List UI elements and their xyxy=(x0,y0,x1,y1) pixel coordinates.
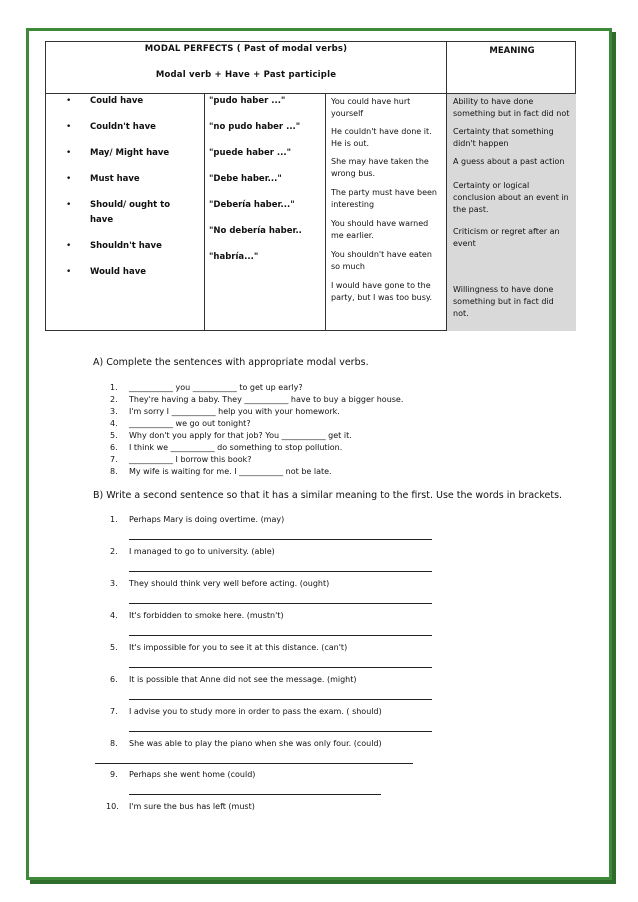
example-item xyxy=(331,156,444,180)
meaning-line: conclusion about an event in xyxy=(453,193,569,202)
answer-line[interactable] xyxy=(129,731,432,732)
meaning-line: the past. xyxy=(453,205,489,214)
spanish-item: "habría..." xyxy=(209,252,259,262)
example-line: me earlier. xyxy=(331,231,374,240)
question-text: I advise you to study more in order to pass the exam. ( should) xyxy=(129,707,382,716)
question-text: My wife is waiting for me. I ___________ not be late. xyxy=(129,467,332,476)
meaning-line: something but in fact did xyxy=(453,297,554,306)
example-line: party, but I was too busy. xyxy=(331,293,433,302)
meaning-header: MEANING xyxy=(489,46,535,56)
question-number: 2. xyxy=(110,547,118,556)
example-line: I would have gone to the xyxy=(331,281,431,290)
example-line: You could have hurt xyxy=(331,97,411,106)
question-text: ___________ we go out tonight? xyxy=(129,419,251,428)
section-a-title: A) Complete the sentences with appropriate modal verbs. xyxy=(93,357,369,368)
modal-item: Must have xyxy=(90,174,140,184)
bullet: • xyxy=(66,148,72,158)
meaning-line: didn't happen xyxy=(453,139,509,148)
meaning-item xyxy=(453,284,576,320)
modal-item: Would have xyxy=(90,267,147,277)
modal-item: Should/ ought to xyxy=(90,200,171,210)
question-text: Why don't you apply for that job? You ___________ get it. xyxy=(129,431,352,440)
example-line: You should have warned xyxy=(331,219,429,228)
bullet: • xyxy=(66,122,72,132)
question-number: 3. xyxy=(110,407,118,416)
example-item xyxy=(331,187,444,211)
modal-item: Couldn't have xyxy=(90,122,156,132)
bullet: • xyxy=(66,267,72,277)
question-text: It's impossible for you to see it at this distance. (can't) xyxy=(129,643,348,652)
meaning-item xyxy=(453,126,576,150)
question-text: They should think very well before acting. (ought) xyxy=(129,579,330,588)
answer-line[interactable] xyxy=(129,699,432,700)
meaning-line: Certainty that something xyxy=(453,127,554,136)
question-number: 8. xyxy=(110,467,118,476)
spanish-item: "pudo haber ..." xyxy=(209,96,286,106)
question-number: 2. xyxy=(110,395,118,404)
spanish-item: "no pudo haber ..." xyxy=(209,122,301,132)
meaning-line: Willingness to have done xyxy=(453,285,554,294)
meaning-line: Certainty or logical xyxy=(453,181,530,190)
col-divider-1 xyxy=(204,93,205,331)
meaning-item xyxy=(453,226,576,250)
question-text: I think we ___________ do something to stop pollution. xyxy=(129,443,343,452)
section-b-title: B) Write a second sentence so that it has a similar meaning to the first. Use the words in brackets. xyxy=(93,490,563,501)
meaning-line: something but in fact did not xyxy=(453,109,570,118)
question-number: 4. xyxy=(110,419,118,428)
modal-item: have xyxy=(90,215,114,225)
meaning-item xyxy=(453,96,576,120)
bullet: • xyxy=(66,241,72,251)
answer-line[interactable] xyxy=(129,539,432,540)
question-text: Perhaps Mary is doing overtime. (may) xyxy=(129,515,285,524)
col-divider-2 xyxy=(325,93,326,331)
modal-perfects-table xyxy=(45,41,576,331)
bullet: • xyxy=(66,200,72,210)
question-text: ___________ you ___________ to get up early? xyxy=(129,383,303,392)
meaning-line: Ability to have done xyxy=(453,97,534,106)
question-number: 8. xyxy=(110,739,118,748)
example-item xyxy=(331,126,444,150)
example-line: He is out. xyxy=(331,139,370,148)
modal-item: Shouldn't have xyxy=(90,241,162,251)
bullet: • xyxy=(66,96,72,106)
example-item xyxy=(331,249,444,273)
answer-line[interactable] xyxy=(129,667,432,668)
question-number: 5. xyxy=(110,431,118,440)
example-line: He couldn't have done it. xyxy=(331,127,432,136)
example-line: yourself xyxy=(331,109,364,118)
example-line: The party must have been xyxy=(331,188,437,197)
question-text: It's forbidden to smoke here. (mustn't) xyxy=(129,611,284,620)
modal-item: May/ Might have xyxy=(90,148,170,158)
meaning-item xyxy=(453,180,576,216)
spanish-item: "Debe haber..." xyxy=(209,174,282,184)
table-title: MODAL PERFECTS ( Past of modal verbs) xyxy=(144,44,348,54)
answer-line[interactable] xyxy=(95,763,413,764)
meaning-line: Criticism or regret after an xyxy=(453,227,560,236)
example-line: interesting xyxy=(331,200,375,209)
question-text: She was able to play the piano when she was only four. (could) xyxy=(129,739,382,748)
example-line: wrong bus. xyxy=(331,169,376,178)
example-item xyxy=(331,218,444,242)
meaning-line: A guess about a past action xyxy=(453,157,565,166)
question-number: 5. xyxy=(110,643,118,652)
question-number: 9. xyxy=(110,770,118,779)
answer-line[interactable] xyxy=(129,603,432,604)
question-number: 6. xyxy=(110,675,118,684)
answer-line[interactable] xyxy=(129,571,432,572)
question-text: It is possible that Anne did not see the message. (might) xyxy=(129,675,357,684)
spanish-item: "Debería haber..." xyxy=(209,200,295,210)
question-number: 1. xyxy=(110,515,118,524)
question-text: I'm sure the bus has left (must) xyxy=(129,802,255,811)
meaning-line: not. xyxy=(453,309,469,318)
question-number: 7. xyxy=(110,707,118,716)
question-number: 7. xyxy=(110,455,118,464)
question-text: They're having a baby. They ___________ have to buy a bigger house. xyxy=(129,395,404,404)
question-number: 10. xyxy=(106,802,119,811)
meaning-line: event xyxy=(453,239,476,248)
example-item xyxy=(331,96,444,120)
modal-item: Could have xyxy=(90,96,144,106)
spanish-item: "puede haber ..." xyxy=(209,148,292,158)
question-text: Perhaps she went home (could) xyxy=(129,770,256,779)
example-item xyxy=(331,280,444,304)
answer-line[interactable] xyxy=(129,635,432,636)
question-number: 1. xyxy=(110,383,118,392)
meaning-item xyxy=(453,156,576,168)
spanish-item: "No debería haber.. xyxy=(209,226,302,236)
question-text: I'm sorry I ___________ help you with your homework. xyxy=(129,407,340,416)
example-line: You shouldn't have eaten xyxy=(331,250,432,259)
question-number: 4. xyxy=(110,611,118,620)
example-line: She may have taken the xyxy=(331,157,429,166)
table-subtitle: Modal verb + Have + Past participle xyxy=(155,70,337,80)
question-text: ___________ I borrow this book? xyxy=(129,455,252,464)
answer-line[interactable] xyxy=(129,794,381,795)
example-line: so much xyxy=(331,262,365,271)
bullet: • xyxy=(66,174,72,184)
question-number: 6. xyxy=(110,443,118,452)
question-number: 3. xyxy=(110,579,118,588)
question-text: I managed to go to university. (able) xyxy=(129,547,275,556)
